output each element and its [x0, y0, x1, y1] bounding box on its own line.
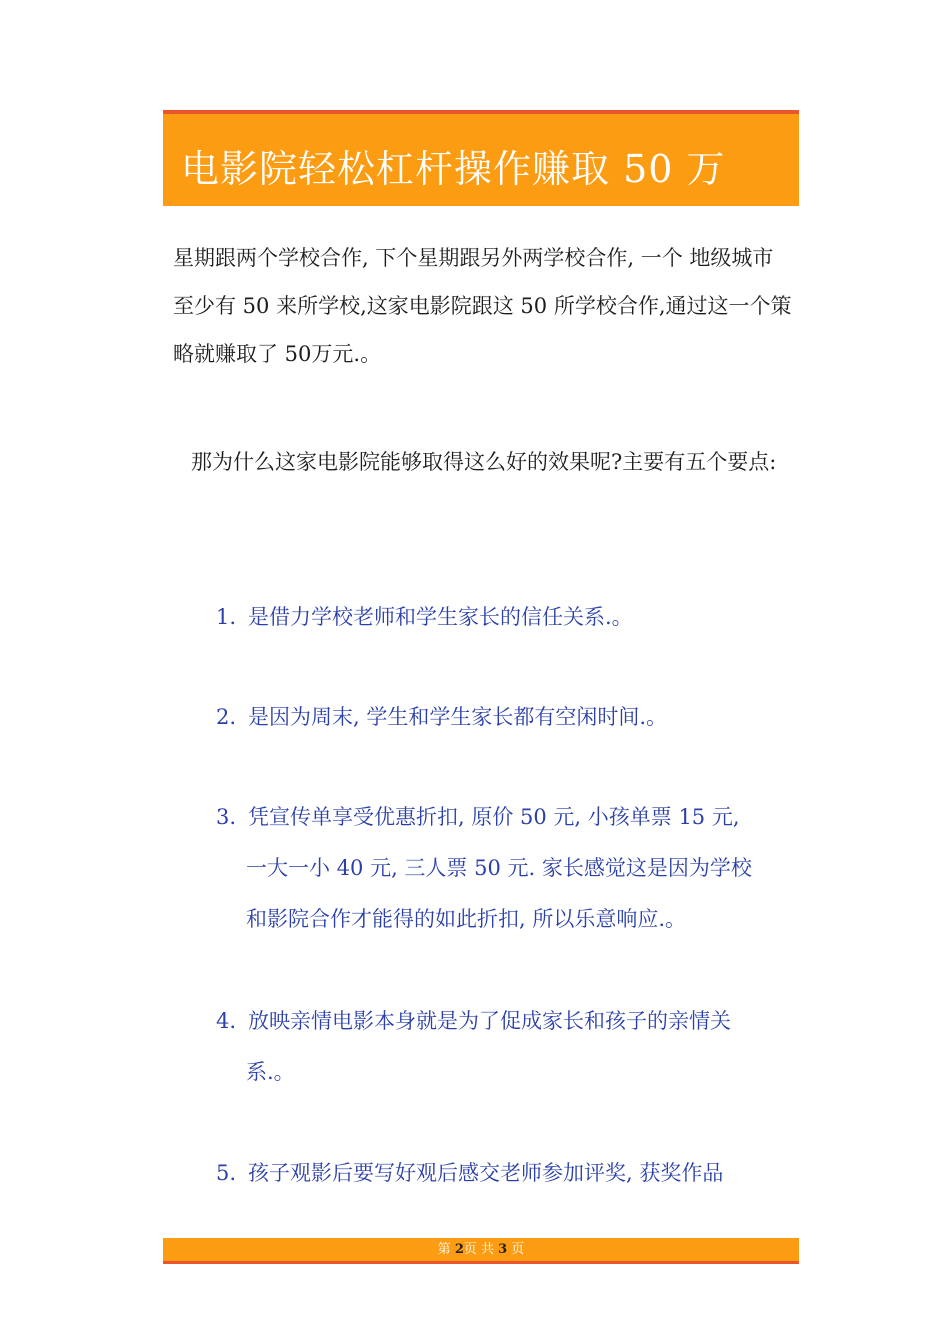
list-number: 2.	[216, 705, 237, 729]
current-page-number: 2	[454, 1242, 464, 1257]
title-banner	[163, 110, 799, 206]
footer-middle: 页 共	[463, 1242, 499, 1257]
list-number: 4.	[216, 1009, 237, 1033]
question-paragraph: 那为什么这家电影院能够取得这么好的效果呢?主要有五个要点:	[191, 450, 777, 474]
list-text-continued: 系.。	[246, 1060, 295, 1084]
list-item	[216, 996, 796, 1098]
page-footer	[163, 1238, 799, 1264]
list-item	[216, 692, 796, 743]
list-text: 是借力学校老师和学生家长的信任关系.。	[248, 605, 633, 629]
list-text: 孩子观影后要写好观后感交老师参加评奖, 获奖作品	[248, 1161, 724, 1185]
list-number: 1.	[216, 605, 237, 629]
total-page-number: 3	[498, 1242, 508, 1257]
list-text-continued: 和影院合作才能得的如此折扣, 所以乐意响应.。	[246, 907, 687, 931]
list-text: 放映亲情电影本身就是为了促成家长和孩子的亲情关	[248, 1009, 731, 1033]
footer-suffix: 页	[507, 1242, 525, 1257]
list-text-continued: 一大一小 40 元, 三人票 50 元. 家长感觉这是因为学校	[246, 856, 752, 880]
intro-paragraph: 星期跟两个学校合作, 下个星期跟另外两学校合作, 一个 地级城市至少有 50 来所学校,这家电影院跟这 50 所学校合作,通过这一个策略就赚取了 50万元.。	[173, 246, 792, 366]
list-number: 5.	[216, 1161, 237, 1185]
list-text: 是因为周末, 学生和学生家长都有空闲时间.。	[248, 705, 668, 729]
list-item	[216, 792, 796, 945]
list-text: 凭宣传单享受优惠折扣, 原价 50 元, 小孩单票 15 元,	[248, 805, 740, 829]
list-item	[216, 592, 796, 643]
list-item	[216, 1148, 796, 1199]
footer-prefix: 第	[437, 1242, 455, 1257]
list-number: 3.	[216, 805, 237, 829]
document-title: 电影院轻松杠杆操作赚取 50 万	[181, 147, 726, 191]
